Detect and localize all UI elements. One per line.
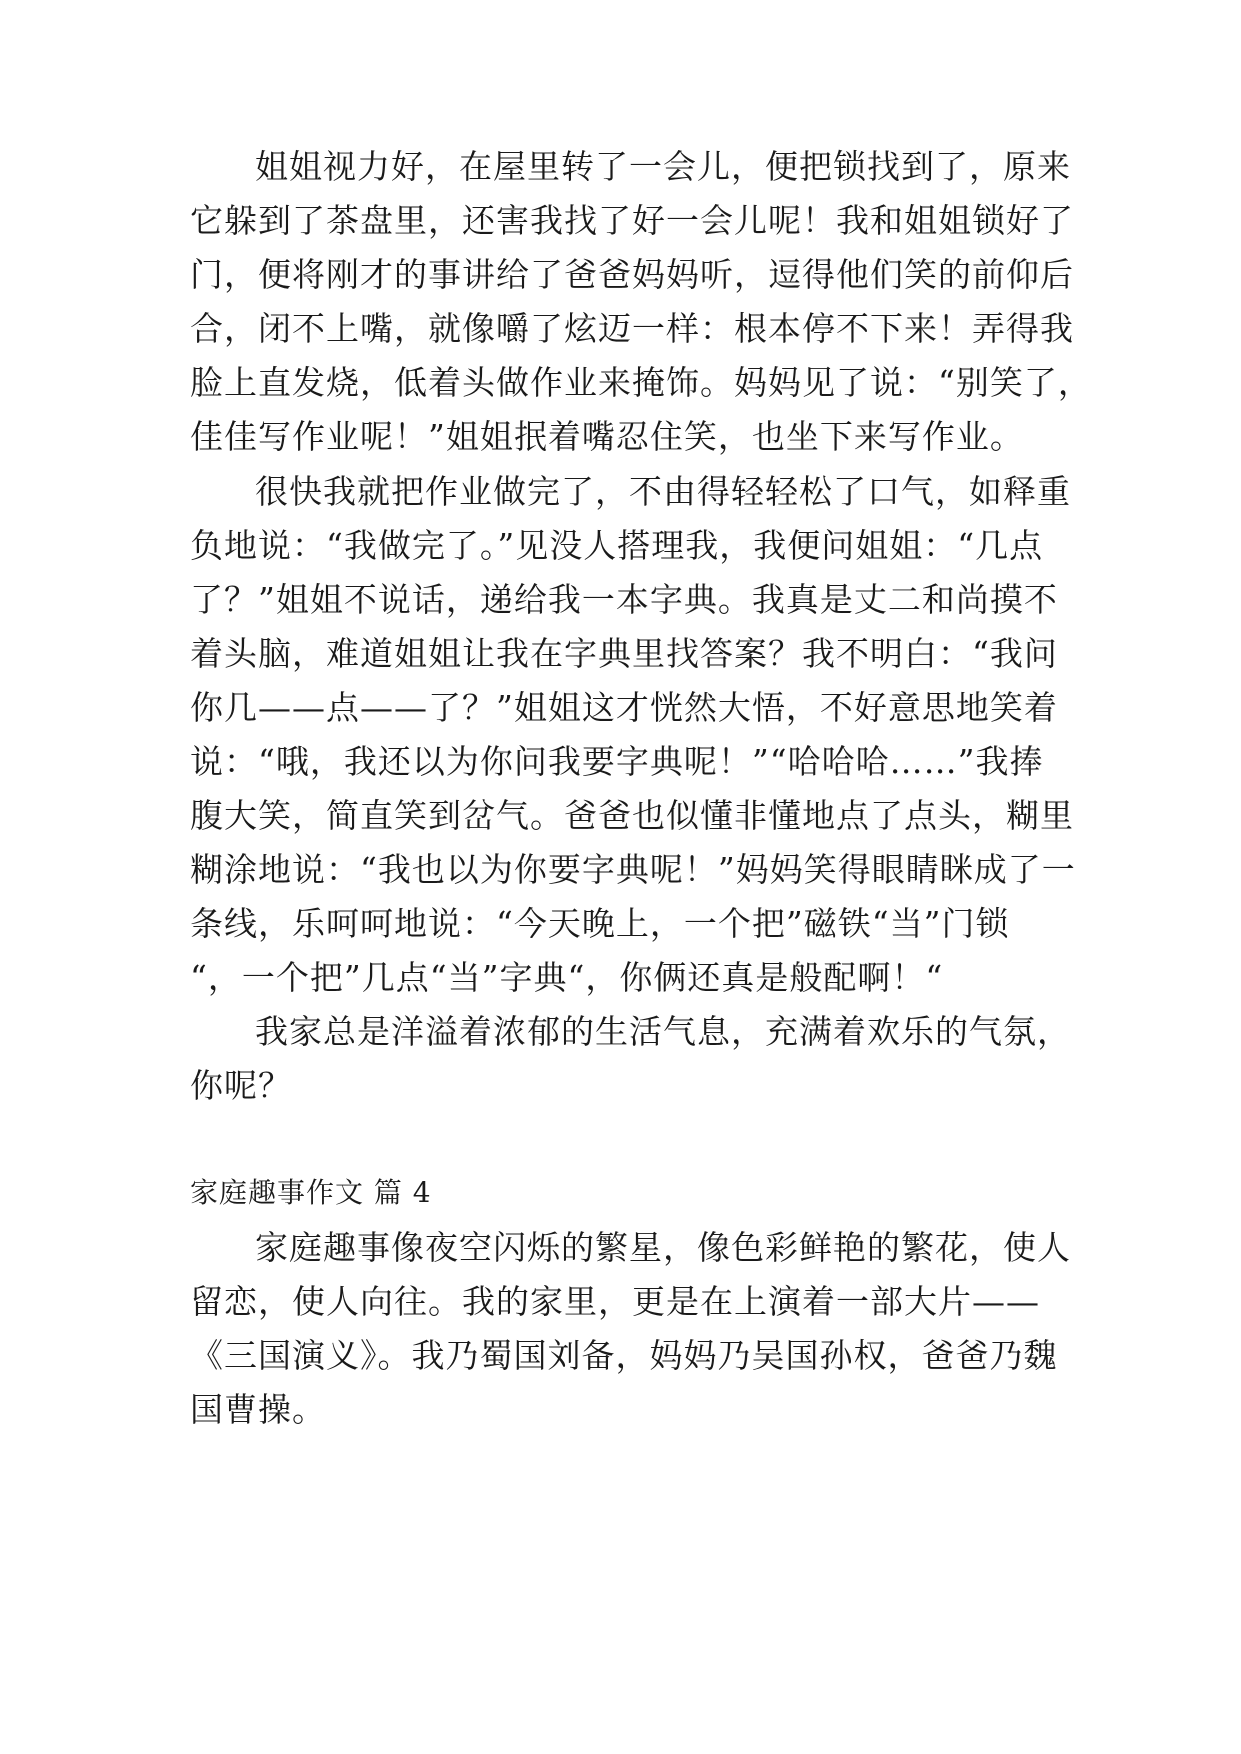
paragraph-line: 腹大笑，简直笑到岔气。爸爸也似懂非懂地点了点头，糊里 [190, 796, 1074, 835]
paragraph-line: “，一个把”几点“当”字典“，你俩还真是般配啊！“ [190, 958, 944, 997]
paragraph-line: 门，便将刚才的事讲给了爸爸妈妈听，逗得他们笑的前仰后 [190, 255, 1074, 294]
section-heading: 家庭趣事作文 篇 4 [190, 1176, 432, 1209]
paragraph-line: 家庭趣事像夜空闪烁的繁星，像色彩鲜艳的繁花，使人 [255, 1228, 1071, 1267]
paragraph-line: 了？”姐姐不说话，递给我一本字典。我真是丈二和尚摸不 [190, 580, 1058, 619]
paragraph-line: 脸上直发烧，低着头做作业来掩饰。妈妈见了说：“别笑了， [190, 363, 1092, 402]
paragraph-line: 它躲到了茶盘里，还害我找了好一会儿呢！我和姐姐锁好了 [190, 201, 1074, 240]
paragraph-line: 糊涂地说：“我也以为你要字典呢！”妈妈笑得眼睛眯成了一 [190, 850, 1076, 889]
paragraph-line: 着头脑，难道姐姐让我在字典里找答案？我不明白：“我问 [190, 634, 1058, 673]
paragraph-line: 我家总是洋溢着浓郁的生活气息，充满着欢乐的气氛， [255, 1012, 1071, 1051]
paragraph-line: 姐姐视力好，在屋里转了一会儿，便把锁找到了，原来 [255, 147, 1071, 186]
paragraph-line: 条线，乐呵呵地说：“今天晚上，一个把”磁铁“当”门锁 [190, 904, 1010, 943]
paragraph-line: 很快我就把作业做完了，不由得轻轻松了口气，如释重 [255, 472, 1071, 511]
paragraph-line: 佳佳写作业呢！”姐姐抿着嘴忍住笑，也坐下来写作业。 [190, 417, 1024, 456]
paragraph-line: 《三国演义》。我乃蜀国刘备，妈妈乃吴国孙权，爸爸乃魏 [190, 1336, 1058, 1375]
paragraph-line: 负地说：“我做完了。”见没人搭理我，我便问姐姐：“几点 [190, 526, 1044, 565]
paragraph-line: 国曹操。 [190, 1390, 326, 1429]
paragraph-line: 合，闭不上嘴，就像嚼了炫迈一样：根本停不下来！弄得我 [190, 309, 1074, 348]
paragraph-line: 你呢？ [190, 1066, 292, 1105]
paragraph-line: 留恋，使人向往。我的家里，更是在上演着一部大片—— [190, 1282, 1040, 1321]
paragraph-line: 说：“哦，我还以为你问我要字典呢！”“哈哈哈……”我捧 [190, 742, 1044, 781]
paragraph-line: 你几——点——了？”姐姐这才恍然大悟，不好意思地笑着 [190, 688, 1058, 727]
